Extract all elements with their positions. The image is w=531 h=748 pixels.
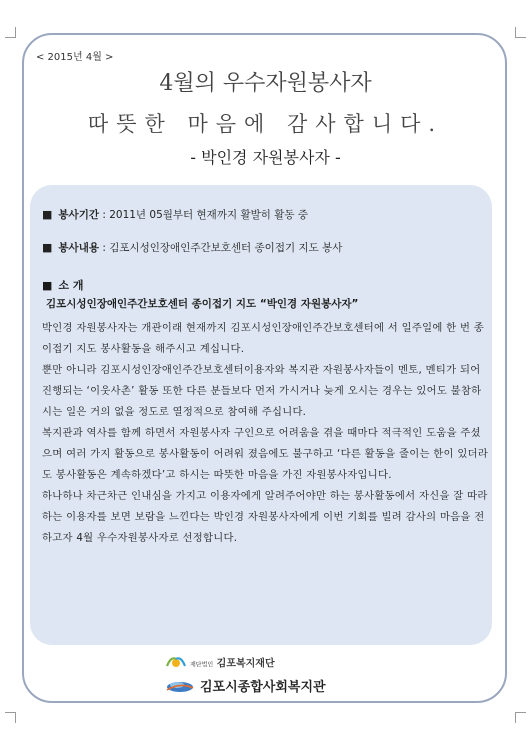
foundation-emblem-icon [165,654,187,673]
paragraph: 박인경 자원봉사자는 개관이래 현재까지 김포시성인장애인주간보호센터에 서 일주일에 한 번 종이접기 지도 봉사활동을 해주시고 계십니다. [42,322,485,355]
paragraph: 하나하나 차근차근 인내심을 가지고 이용자에게 알려주어야만 하는 봉사활동에서 자신을 잘 따라하는 이용자를 보면 보람을 느낀다는 박인경 자원봉사자에게 이번 기회를 빌려 감사의 마음을 전하고자 4월 우수자원봉사자로 선정합니다. [42,490,488,544]
date-tag: < 2015년 4월 > [36,52,114,63]
content-value: : 김포시성인장애인주간보호센터 종이접기 지도 봉사 [102,242,343,254]
crop-mark-top-left [5,27,16,38]
content-row [42,240,342,255]
footer-logos [165,654,375,699]
welfare-center-name: 김포시종합사회복지관 [200,680,326,695]
crop-mark-top-right [515,27,526,38]
welfare-emblem-icon [165,679,195,697]
bullet-square-icon: ■ [42,241,53,254]
foundation-prefix: 재단법인 [190,661,214,669]
bullet-square-icon: ■ [42,208,53,221]
foundation-name: 김포복지재단 [216,658,275,670]
welfare-center-logo [165,676,326,697]
crop-mark-bottom-right [515,712,526,723]
content-label: 봉사내용 [58,242,99,254]
intro-body [42,318,489,549]
paragraph: 복지관과 역사를 함께 하면서 자원봉사자 구인으로 어려움을 겪을 때마다 적극적인 도움을 주셨으며 여러 가지 활동으로 봉사활동이 어려워 졌음에도 불구하고 ‘다른 활동을 줄이는 한이 있더라도 봉사활동은 계속하겠다’고 하시는 따뜻한 마음을 가진 자원봉사자입니다. [42,427,489,481]
page-title: 4월의 우수자원봉사자 [159,71,372,96]
bullet-square-icon: ■ [42,279,53,292]
paragraph: 뿐만 아니라 김포시성인장애인주간보호센터이용자와 복지관 자원봉사자들이 멘토, 멘티가 되어 진행되는 ‘이웃사촌’ 활동 또한 다른 분들보다 먼저 가시거나 늦게 오시는 경우는 있어도 불참하시는 일은 거의 없을 정도로 열정적으로 참여해 주십니다. [42,364,482,418]
intro-label: 소 개 [58,279,84,292]
thanks-heading: 따뜻한 마음에 감사합니다. [87,112,444,136]
period-row [42,207,308,222]
period-label: 봉사기간 [58,209,99,221]
foundation-logo [165,654,275,673]
intro-heading [42,277,84,293]
crop-mark-bottom-left [5,712,16,723]
period-value: : 2011년 05월부터 현재까지 활발히 활동 중 [102,209,308,221]
intro-subtitle: 김포시성인장애인주간보호센터 종이접기 지도 “박인경 자원봉사자” [46,298,359,310]
volunteer-name-line: - 박인경 자원봉사자 - [190,148,341,167]
